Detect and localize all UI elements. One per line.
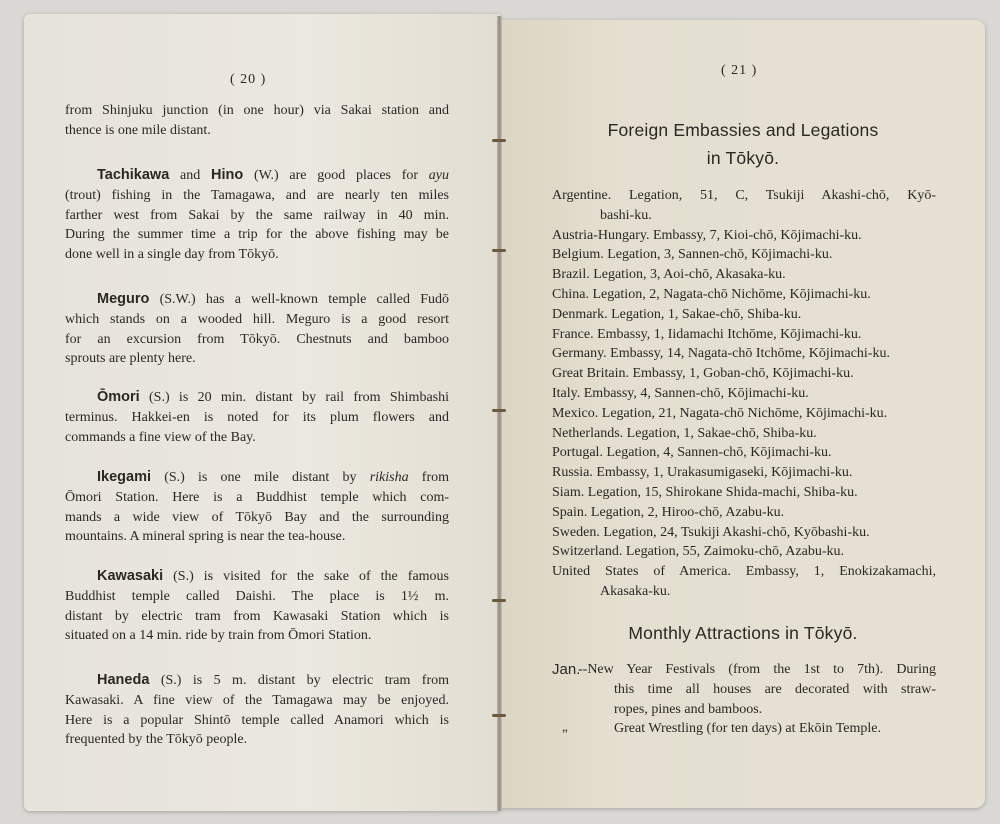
embassy-list	[552, 186, 936, 602]
text-segment: Here is a popular Shintō temple called Anamori which is	[65, 712, 449, 728]
text-segment: from Shinjuku junction (in one hour) via Sakai station and	[65, 103, 449, 118]
place-name: Meguro	[97, 291, 150, 307]
text-line	[65, 121, 449, 141]
text-line	[65, 166, 449, 186]
embassy-entry: Switzerland. Legation, 55, Zaimoku-chō, Azabu-ku.	[552, 544, 844, 560]
page-number: ( 20 )	[230, 72, 267, 87]
text-segment: (S.) is 5 m. distant by electric tram from	[149, 673, 449, 688]
embassy-entry: Siam. Legation, 15, Shirokane Shida-machi, Shiba-ku.	[552, 484, 858, 500]
text-segment: for an excursion from Tōkyō. Chestnuts and bamboo	[65, 331, 449, 347]
place-name: Haneda	[97, 672, 150, 688]
text-line	[65, 349, 449, 369]
text-line	[65, 468, 449, 488]
text-line	[65, 101, 449, 121]
text-segment: and	[169, 168, 211, 183]
place-name: Kawasaki	[97, 568, 164, 584]
paragraph	[65, 468, 449, 547]
place-name: Ikegami	[97, 469, 151, 485]
text-segment: (S.) is one mile distant by	[151, 470, 370, 485]
embassy-entry: Brazil. Legation, 3, Aoi-chō, Akasaka-ku.	[552, 267, 786, 283]
embassy-entry: Portugal. Legation, 4, Sannen-chō, Kōjimachi-ku.	[552, 445, 832, 461]
text-segment: terminus. Hakkei-en is noted for its plum flowers and	[65, 409, 449, 425]
text-segment: thence is one mile distant.	[65, 122, 211, 138]
ditto-mark: ”	[562, 726, 568, 741]
text-line	[65, 330, 449, 350]
text-line	[65, 206, 449, 226]
text-segment: frequented by the Tōkyō people.	[65, 732, 248, 748]
text-segment: distant by electric tram from Kawasaki Station which is	[65, 608, 449, 624]
embassy-entry: China. Legation, 2, Nagata-chō Nichōme, Kōjimachi-ku.	[552, 286, 871, 302]
attraction-line: this time all houses are decorated with straw-	[614, 681, 936, 697]
embassy-entry: Sweden. Legation, 24, Tsukiji Akashi-chō, Kyōbashi-ku.	[552, 524, 870, 540]
place-name: Tachikawa	[97, 167, 170, 183]
text-line	[65, 408, 449, 428]
text-segment: commands a fine view of the Bay.	[65, 429, 256, 445]
text-line	[65, 508, 449, 528]
place-name: Hino	[210, 167, 244, 183]
month-label: Jan.	[552, 661, 581, 678]
section-title-monthly: Monthly Attractions in Tōkyō.	[628, 623, 858, 643]
text-line	[65, 488, 449, 508]
text-segment: situated on a 14 min. ride by train from Ōmori Station.	[65, 628, 372, 644]
text-segment: which stands on a wooded hill. Meguro is a good resort	[65, 311, 449, 327]
embassy-entry: Austria-Hungary. Embassy, 7, Kioi-chō, Kōjimachi-ku.	[552, 227, 862, 243]
text-segment: mountains. A mineral spring is near the tea-house.	[65, 529, 346, 545]
text-line	[65, 527, 449, 547]
text-line	[65, 587, 449, 607]
section-title-embassies-line2: in Tōkyō.	[706, 148, 780, 168]
binding-stitch	[492, 599, 506, 602]
binding-stitch	[492, 139, 506, 142]
left-page	[24, 14, 500, 811]
embassy-entry: Denmark. Legation, 1, Sakae-chō, Shiba-ku.	[552, 306, 802, 322]
embassy-entry: Mexico. Legation, 21, Nagata-chō Nichōme, Kōjimachi-ku.	[552, 405, 888, 421]
text-segment: mands a wide view of Tōkyō Bay and the surrounding	[65, 509, 449, 525]
text-segment: farther west from Sakai by the same railway in 40 min.	[65, 207, 449, 223]
text-line	[65, 225, 449, 245]
embassy-entry: Russia. Embassy, 1, Urakasumigaseki, Kōjimachi-ku.	[552, 465, 853, 481]
place-name: Ōmori	[97, 389, 140, 405]
text-segment: from	[408, 470, 449, 485]
embassy-entry-continued: Akasaka-ku.	[600, 583, 671, 599]
attraction-line: --New Year Festivals (from the 1st to 7th). During	[578, 662, 936, 677]
text-line	[65, 245, 449, 265]
book-gutter	[497, 16, 502, 811]
embassy-entry: Great Britain. Embassy, 1, Goban-chō, Kōjimachi-ku.	[552, 366, 854, 382]
text-line	[65, 310, 449, 330]
embassy-entry: Belgium. Legation, 3, Sannen-chō, Kōjimachi-ku.	[552, 247, 833, 263]
text-line	[65, 428, 449, 448]
paragraph	[65, 166, 449, 265]
embassy-entry: Argentine. Legation, 51, C, Tsukiji Akashi-chō, Kyō-	[552, 188, 936, 203]
paragraph	[65, 101, 449, 141]
text-line	[65, 671, 449, 691]
text-line	[65, 290, 449, 310]
attraction-line: Great Wrestling (for ten days) at Ekōin Temple.	[614, 721, 881, 737]
text-line	[65, 567, 449, 587]
text-segment: rikisha	[369, 470, 409, 485]
text-segment: Buddhist temple called Daishi. The place is 1½ m.	[65, 588, 449, 604]
text-segment: sprouts are plenty here.	[65, 351, 196, 367]
text-segment: Ōmori Station. Here is a Buddhist temple which com-	[65, 489, 449, 505]
embassy-entry: France. Embassy, 1, Iidamachi Itchōme, Kōjimachi-ku.	[552, 326, 862, 342]
text-line	[65, 607, 449, 627]
binding-stitch	[492, 714, 506, 717]
text-segment: (S.) is visited for the sake of the famous	[163, 569, 449, 584]
text-segment: (S.W.) has a well-known temple called Fudō	[149, 292, 449, 307]
paragraph	[65, 671, 449, 750]
embassy-entry: Netherlands. Legation, 1, Sakae-chō, Shiba-ku.	[552, 425, 817, 441]
text-line	[65, 186, 449, 206]
binding-stitch	[492, 409, 506, 412]
embassy-entry-continued: bashi-ku.	[600, 207, 652, 223]
attraction-line: ropes, pines and bamboos.	[614, 701, 763, 717]
text-segment: (trout) fishing in the Tamagawa, and are nearly ten miles	[65, 187, 449, 203]
january-entry	[552, 660, 936, 739]
text-line	[65, 626, 449, 646]
embassy-entry: United States of America. Embassy, 1, Enokizakamachi,	[552, 564, 936, 580]
text-segment: done well in a single day from Tōkyō.	[65, 247, 279, 263]
embassy-entry: Italy. Embassy, 4, Sannen-chō, Kōjimachi-ku.	[552, 385, 809, 401]
paragraph	[65, 567, 449, 646]
binding-stitch	[492, 249, 506, 252]
paragraph	[65, 388, 449, 447]
text-segment: During the summer time a trip for the above fishing may be	[65, 227, 449, 243]
embassy-entry: Spain. Legation, 2, Hiroo-chō, Azabu-ku.	[552, 504, 785, 520]
text-line	[65, 711, 449, 731]
text-segment: ayu	[428, 168, 449, 183]
text-line	[65, 691, 449, 711]
embassy-entry: Germany. Embassy, 14, Nagata-chō Itchōme, Kōjimachi-ku.	[552, 346, 890, 362]
page-number: ( 21 )	[721, 63, 758, 78]
section-title-embassies: Foreign Embassies and Legations	[607, 120, 879, 140]
text-segment: (W.) are good places for	[243, 168, 429, 183]
text-segment: Kawasaki. A fine view of the Tamagawa may be enjoyed.	[65, 692, 449, 708]
text-segment: (S.) is 20 min. distant by rail from Shimbashi	[139, 390, 449, 405]
text-line	[65, 730, 449, 750]
text-line	[65, 388, 449, 408]
paragraph	[65, 290, 449, 369]
right-page	[500, 20, 985, 808]
